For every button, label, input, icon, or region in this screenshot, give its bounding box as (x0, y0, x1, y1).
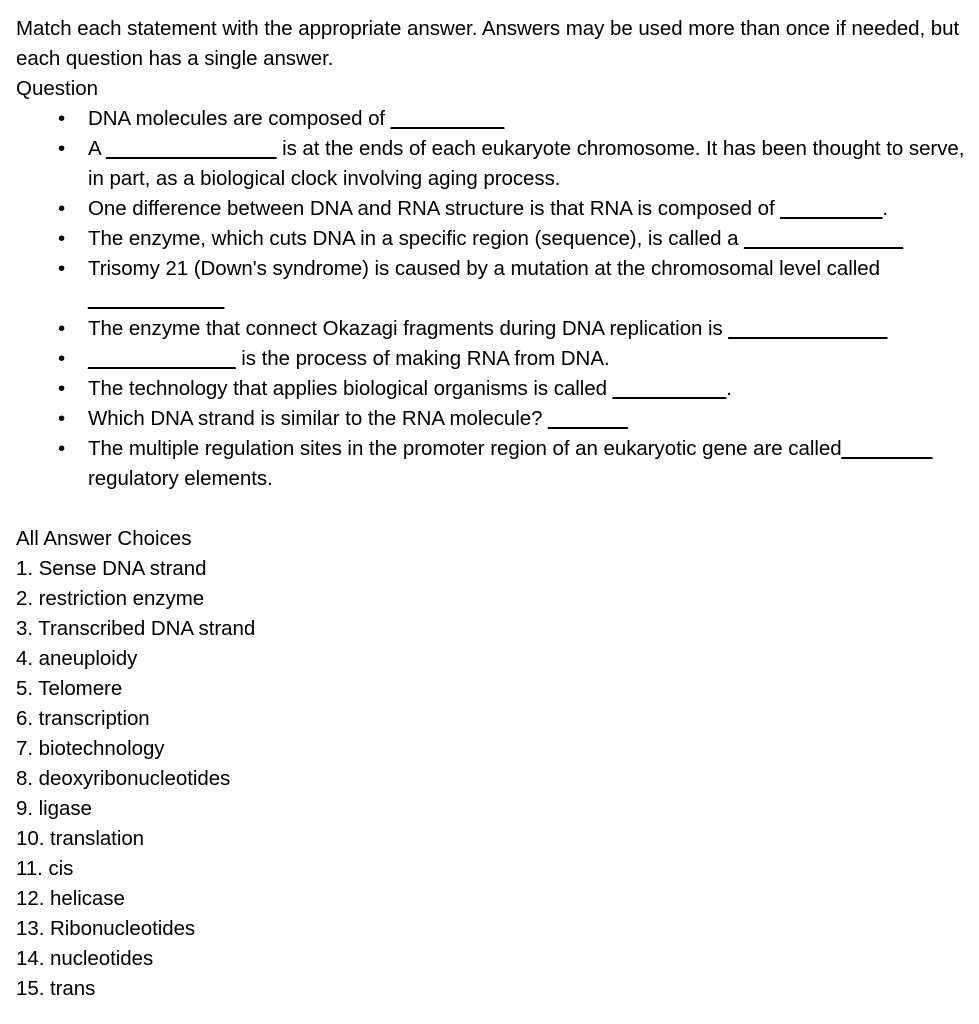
question-text-before-blank: The multiple regulation sites in the promoter region of an eukaryotic gene are called (88, 437, 842, 460)
bullet-icon: • (58, 137, 66, 160)
answer-choice-item[interactable]: 7. biotechnology (16, 737, 165, 760)
answer-choice-item[interactable]: 2. restriction enzyme (16, 587, 205, 610)
question-text-after-blank: is at the ends of each eukaryote chromosome. It has been thought to serve, in part, as a biological clock involving aging process. (88, 137, 965, 190)
answer-blank[interactable]: ______________ (728, 317, 888, 340)
answer-blank[interactable]: _____________ (88, 347, 236, 370)
bullet-icon: • (58, 227, 66, 250)
bullet-icon: • (58, 107, 66, 130)
answer-choice-item[interactable]: 14. nucleotides (16, 947, 154, 970)
answer-blank[interactable]: __________ (390, 107, 505, 130)
answer-choice-item[interactable]: 3. Transcribed DNA strand (16, 617, 256, 640)
answer-choice-item[interactable]: 4. aneuploidy (16, 647, 138, 670)
answer-choice-item[interactable]: 10. translation (16, 827, 145, 850)
question-section-label: Question (16, 77, 99, 100)
question-item (16, 224, 969, 254)
answer-blank[interactable]: ________ (841, 437, 933, 460)
bullet-icon: • (58, 407, 66, 430)
answer-choice-item[interactable]: 1. Sense DNA strand (16, 557, 207, 580)
answer-blank[interactable]: _______________ (106, 137, 277, 160)
question-text-after-blank: regulatory elements. (88, 467, 273, 490)
answer-choice-item[interactable]: 9. ligase (16, 797, 92, 820)
answer-choice-item[interactable]: 11. cis (16, 857, 74, 880)
answer-blank[interactable]: ______________ (744, 227, 904, 250)
answer-choice-item[interactable]: 12. helicase (16, 887, 125, 910)
answer-blank[interactable]: ____________ (88, 287, 225, 310)
answer-choice-list (16, 554, 969, 1004)
question-text-before-blank: A (88, 137, 107, 160)
question-text-before-blank: DNA molecules are composed of (88, 107, 391, 130)
answer-choices-header: All Answer Choices (16, 527, 192, 550)
question-item (16, 254, 969, 314)
bullet-icon: • (58, 437, 66, 460)
question-text-after-blank: . (726, 377, 732, 400)
bullet-icon: • (58, 347, 66, 370)
bullet-icon: • (58, 257, 66, 280)
question-item (16, 344, 969, 374)
question-item (16, 104, 969, 134)
instructions-text: Match each statement with the appropriate answer. Answers may be used more than once if needed, but each question has a single answer. (16, 17, 960, 70)
question-item (16, 434, 969, 494)
question-text-after-blank: is the process of making RNA from DNA. (235, 347, 610, 370)
answer-blank[interactable]: __________ (612, 377, 727, 400)
question-list (16, 104, 969, 494)
question-text-after-blank: . (882, 197, 889, 220)
question-item (16, 374, 969, 404)
bullet-icon: • (58, 377, 66, 400)
answer-choice-item[interactable]: 15. trans (16, 977, 96, 1000)
question-text-before-blank: Trisomy 21 (Down's syndrome) is caused by a mutation at the chromosomal level called (88, 257, 880, 280)
answer-choice-item[interactable]: 5. Telomere (16, 677, 123, 700)
spacer (16, 494, 969, 524)
question-item (16, 314, 969, 344)
answer-choice-item[interactable]: 8. deoxyribonucleotides (16, 767, 231, 790)
answer-blank[interactable]: _______ (548, 407, 628, 430)
question-text-before-blank: One difference between DNA and RNA structure is that RNA is composed of (88, 197, 781, 220)
answer-choice-item[interactable]: 6. transcription (16, 707, 150, 730)
question-text-before-blank: The technology that applies biological organisms is called (88, 377, 613, 400)
question-item (16, 134, 969, 194)
answer-blank[interactable]: _________ (780, 197, 883, 220)
answer-choice-item[interactable]: 13. Ribonucleotides (16, 917, 196, 940)
question-text-before-blank: Which DNA strand is similar to the RNA molecule? (88, 407, 549, 430)
question-item (16, 404, 969, 434)
question-text-before-blank: The enzyme that connect Okazagi fragments during DNA replication is (88, 317, 729, 340)
question-item (16, 194, 969, 224)
question-text-before-blank: The enzyme, which cuts DNA in a specific region (sequence), is called a (88, 227, 745, 250)
bullet-icon: • (58, 317, 66, 340)
bullet-icon: • (58, 197, 66, 220)
